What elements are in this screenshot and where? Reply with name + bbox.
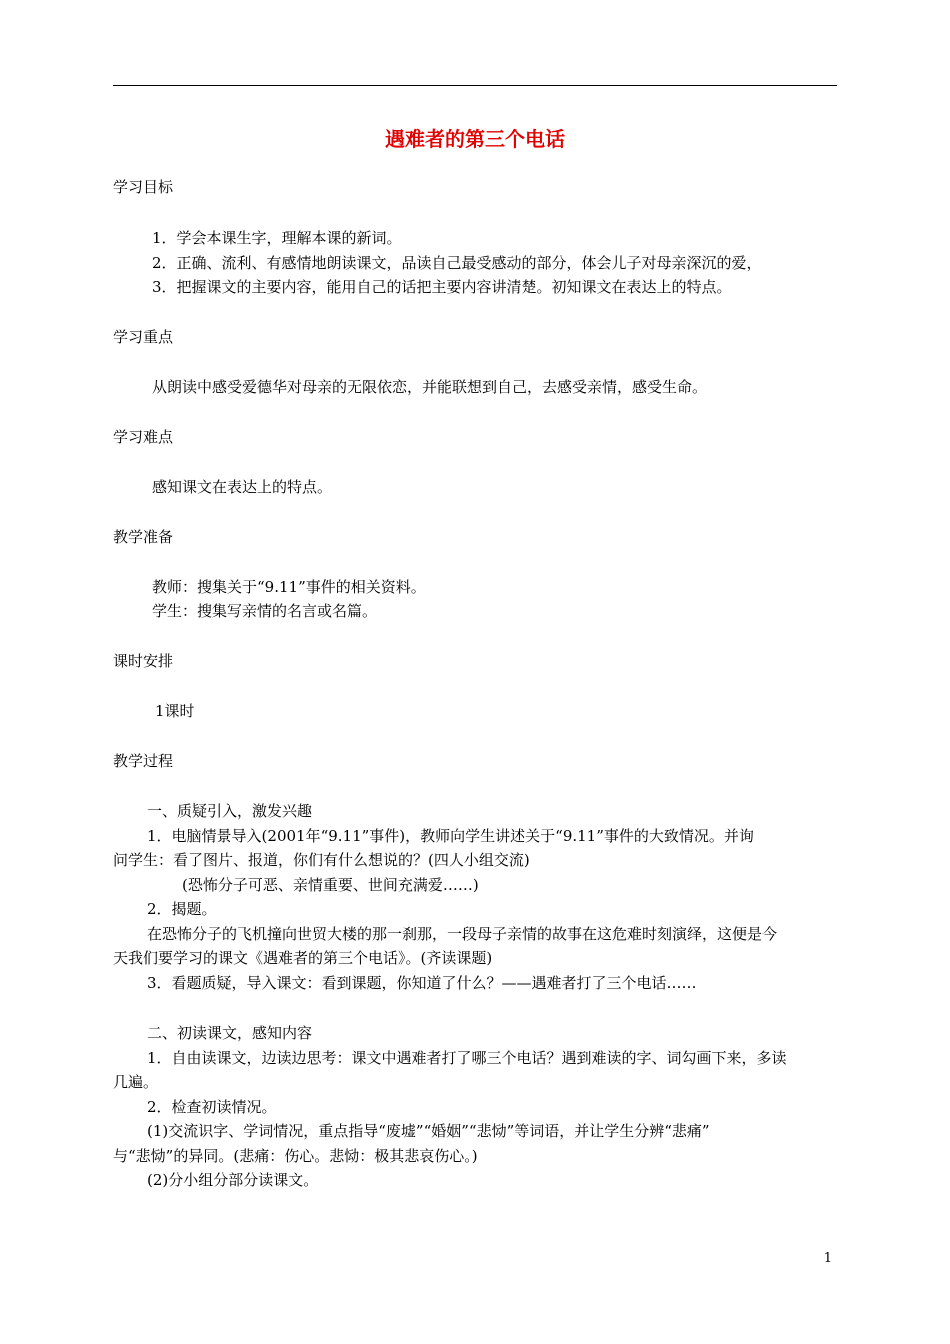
- section2-p1-line2: 几遍。: [113, 1073, 159, 1091]
- page-number: 1: [823, 1251, 832, 1266]
- section1-p1-note: (恐怖分子可恶、亲情重要、世间充满爱……): [182, 876, 479, 894]
- preparation-student: 学生：搜集写亲情的名言或名篇。: [152, 602, 378, 620]
- objective-item-1: 1．学会本课生字，理解本课的新词。: [152, 229, 402, 247]
- focus-text: 从朗读中感受爱德华对母亲的无限依恋，并能联想到自己，去感受亲情，感受生命。: [152, 378, 708, 396]
- difficulty-text: 感知课文在表达上的特点。: [152, 478, 333, 496]
- section1-p1-line2: 问学生：看了图片、报道，你们有什么想说的？(四人小组交流): [113, 851, 530, 869]
- schedule-heading: 课时安排: [113, 652, 174, 670]
- section1-p2-line1: 在恐怖分子的飞机撞向世贸大楼的那一刹那，一段母子亲情的故事在这危难时刻演绎，这便是今: [147, 925, 778, 943]
- section1-p2: 2．揭题。: [147, 900, 217, 918]
- difficulty-heading: 学习难点: [113, 428, 174, 446]
- schedule-text: 1课时: [155, 702, 195, 720]
- focus-heading: 学习重点: [113, 328, 174, 346]
- section2-heading: 二、初读课文，感知内容: [147, 1024, 313, 1042]
- objective-item-3: 3．把握课文的主要内容，能用自己的话把主要内容讲清楚。初知课文在表达上的特点。: [152, 278, 732, 296]
- objective-item-2: 2．正确、流利、有感情地朗读课文，品读自己最受感动的部分，体会儿子对母亲深沉的爱，: [152, 254, 762, 272]
- preparation-heading: 教学准备: [113, 528, 174, 546]
- header-rule: [113, 85, 837, 86]
- section2-p2b: (2)分小组分部分读课文。: [147, 1171, 319, 1189]
- document-title: 遇难者的第三个电话: [385, 127, 565, 151]
- objectives-heading: 学习目标: [113, 178, 174, 196]
- section2-p1-line1: 1．自由读课文，边读边思考：课文中遇难者打了哪三个电话？遇到难读的字、词勾画下来，多读: [147, 1049, 787, 1067]
- section1-p3: 3．看题质疑，导入课文：看到课题，你知道了什么？——遇难者打了三个电话……: [147, 974, 697, 992]
- section2-p2: 2．检查初读情况。: [147, 1098, 277, 1116]
- section2-p2a-line2: 与“悲恸”的异同。(悲痛：伤心。悲恸：极其悲哀伤心。): [113, 1147, 478, 1165]
- section1-p1-line1: 1．电脑情景导入(2001年“9.11”事件)，教师向学生讲述关于“9.11”事件的大致情况。并询: [147, 827, 754, 845]
- section1-p2-line2: 天我们要学习的课文《遇难者的第三个电话》。(齐读课题): [113, 949, 493, 967]
- section1-heading: 一、质疑引入，激发兴趣: [147, 802, 313, 820]
- section2-p2a-line1: (1)交流识字、学词情况，重点指导“废墟”“婚姻”“悲恸”等词语，并让学生分辨“悲痛”: [147, 1122, 710, 1140]
- process-heading: 教学过程: [113, 752, 174, 770]
- preparation-teacher: 教师：搜集关于“9.11”事件的相关资料。: [152, 578, 426, 596]
